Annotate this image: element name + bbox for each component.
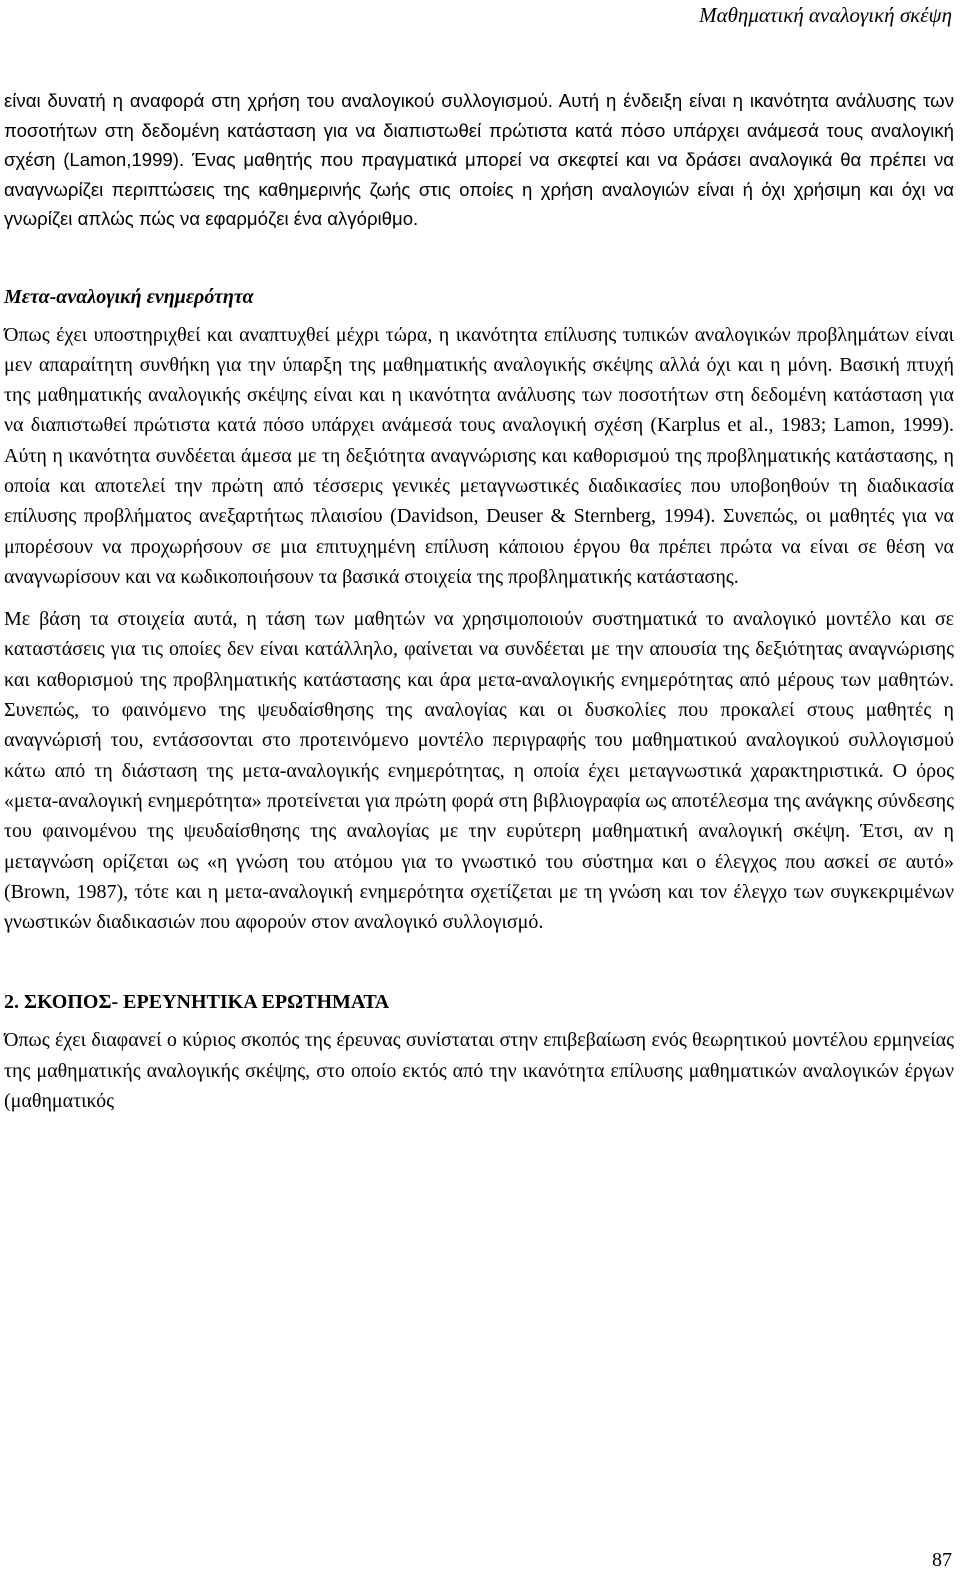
aims-paragraph-1: Όπως έχει διαφανεί ο κύριος σκοπός της έρευνας συνίσταται στην επιβεβαίωση ενός θεωρητικού μοντέλου ερμηνείας της μαθηματικής αναλογικής σκέψης, στο οποίο εκτός από την ικανότητα επίλυσης μαθηματικών αναλογικών έργων (μαθηματικός: [4, 1029, 954, 1113]
meta-awareness-paragraph-2: Με βάση τα στοιχεία αυτά, η τάση των μαθητών να χρησιμοποιούν συστηματικά το αναλογικό μοντέλο και σε καταστάσεις για τις οποίες δεν είναι κατάλληλο, φαίνεται να συνδέεται με την απουσία της δεξιότητας αναγνώρισης και καθορισμού της προβληματικής κατάστασης και άρα μετα-αναλογικής ενημερότητας από μέρους των μαθητών. Συνεπώς, το φαινόμενο της ψευδαίσθησης της αναλογίας και οι δυσκολίες που προκαλεί στους μαθητές η αναγνώρισή του, εντάσσονται στο προτεινόμενο μοντέλο περιγραφής του μαθηματικού αναλογικού συλλογισμού κάτω από τη διάσταση της μετα-αναλογικής ενημερότητας, η οποία έχει μεταγνωστικά χαρακτηριστικά. Ο όρος «μετα-αναλογική ενημερότητα» προτείνεται για πρώτη φορά στη βιβλιογραφία ως αποτέλεσμα της ανάγκης σύνδεσης του φαινομένου της ψευδαίσθησης της αναλογίας με την ευρύτερη μαθηματική αναλογική σκέψη. Έτσι, αν η μεταγνώση ορίζεται ως «η γνώση του ατόμου για το γνωστικό του σύστημα και ο έλεγχος που ασκεί σε αυτό» (Brown, 1987), τότε και η μετα-αναλογική ενημερότητα σχετίζεται με τη γνώση και τον έλεγχο των συγκεκριμένων γνωστικών διαδικασιών που αφορούν στον αναλογικό συλλογισμό.: [4, 608, 954, 934]
intro-paragraph: είναι δυνατή η αναφορά στη χρήση του αναλογικού συλλογισμού. Αυτή η ένδειξη είναι η ικανότητα ανάλυσης των ποσοτήτων στη δεδομένη κατάσταση για να διαπιστωθεί πρώτιστα κατά πόσο υπάρχει ανάμεσά τους αναλογική σχέση (Lamon,1999). Ένας μαθητής που πραγματικά μπορεί να σκεφτεί και να δράσει αναλογικά θα πρέπει να αναγνωρίζει περιπτώσεις της καθημερινής ζωής στις οποίες η χρήση αναλογιών είναι ή όχι χρήσιμη και όχι να γνωρίζει απλώς πώς να εφαρμόζει ένα αλγόριθμο.: [4, 90, 954, 229]
page-content: [4, 86, 954, 1116]
page-number: 87: [932, 1549, 952, 1571]
section-heading-aims: 2. ΣΚΟΠΟΣ- ΕΡΕΥΝΗΤΙΚΑ ΕΡΩΤΗΜΑΤΑ: [4, 991, 390, 1014]
meta-awareness-paragraph-1: Όπως έχει υποστηριχθεί και αναπτυχθεί μέχρι τώρα, η ικανότητα επίλυσης τυπικών αναλογικών προβλημάτων είναι μεν απαραίτητη συνθήκη για την ύπαρξη της μαθηματικής αναλογικής σκέψης αλλά όχι και η μόνη. Βασική πτυχή της μαθηματικής αναλογικής σκέψης είναι και η ικανότητα ανάλυσης των ποσοτήτων στη δεδομένη κατάσταση για να διαπιστωθεί πρώτιστα κατά πόσο υπάρχει ανάμεσά τους αναλογική σχέση (Karplus et al., 1983; Lamon, 1999). Αύτη η ικανότητα συνδέεται άμεσα με τη δεξιότητα αναγνώρισης και καθορισμού της προβληματικής κατάστασης, η οποία και αποτελεί την πρώτη από τέσσερις γενικές μεταγνωστικές διαδικασίες που υποβοηθούν τη διαδικασία επίλυσης προβλήματος ανεξαρτήτως πλαισίου (Davidson, Deuser & Sternberg, 1994). Συνεπώς, οι μαθητές για να μπορέσουν να προχωρήσουν σε μια επιτυχημένη επίλυση κάποιου έργου θα πρέπει πρώτα να είναι σε θέση να αναγνωρίσουν και να κωδικοποιήσουν τα βασικά στοιχεία της προβληματικής κατάστασης.: [4, 323, 954, 588]
running-header: Μαθηματική αναλογική σκέψη: [699, 3, 952, 27]
section-heading-meta-awareness: Μετα-αναλογική ενημερότητα: [4, 285, 254, 308]
